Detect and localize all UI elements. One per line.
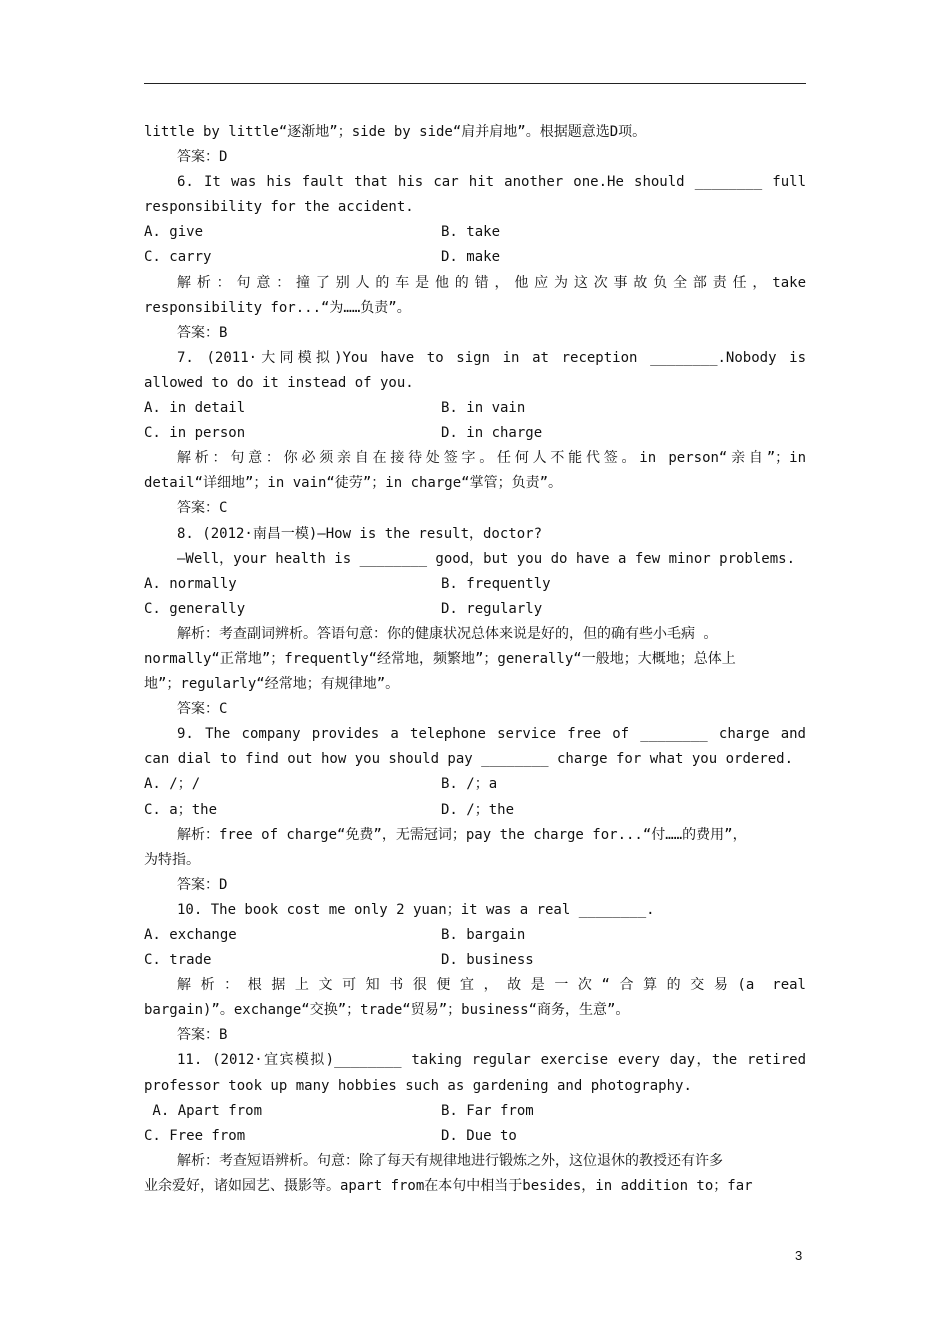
options-row [144,597,806,622]
option-right: B. take [441,224,501,241]
text-line: 解析：句意：你必须亲自在接待处签字。任何人不能代签。in person“亲自”；in [177,450,806,467]
options-row [144,923,806,948]
option-right: D. make [441,249,501,266]
option-left: C. a；the [144,801,218,818]
option-left: A. give [144,224,204,241]
option-right: D. regularly [441,600,543,617]
text-line: 解析：句意：撞了别人的车是他的错，他应为这次事故负全部责任，take [177,274,806,291]
option-left: C. Free from [144,1127,246,1144]
option-right: D. in charge [441,425,543,442]
text-line: 8. (2012·南昌一模)—How is the result，doctor? [177,525,543,542]
text-line: bargain)”。exchange“交换”；trade“贸易”；business“商务，生意”。 [144,1002,630,1019]
option-left: A. in detail [144,400,246,417]
option-right: B. /；a [441,776,498,793]
text-line: little by little“逐渐地”；side by side“肩并肩地”。根据题意选D项。 [144,124,647,140]
header-rule [144,83,806,84]
text-line: 为特指。 [144,851,200,868]
text-line: responsibility for...“为……负责”。 [144,299,411,316]
text-line: detail“详细地”；in vain“徒劳”；in charge“掌管；负责”。 [144,475,563,492]
text-line: 答案：D [177,149,228,166]
text-line: —Well，your health is ________ good，but you do have a few minor problems. [177,550,796,567]
text-line: 解析：考查副词辨析。答语句意：你的健康状况总体来说是好的，但的确有些小毛病 。 [177,625,718,642]
option-left: A. normally [144,575,237,592]
text-line: 解析：free of charge“免费”，无需冠词；pay the charge for...“付……的费用”， [177,826,747,843]
text-line: normally“正常地”；frequently“经常地，频繁地”；generally“一般地；大概地；总体上 [144,650,736,667]
option-right: B. Far from [441,1102,534,1119]
text-line: 答案：D [177,876,228,893]
option-right: D. Due to [441,1127,517,1144]
option-left: A. Apart from [144,1102,263,1119]
option-left: A. exchange [144,927,237,943]
text-line: 9. The company provides a telephone service free of ________ charge and [177,726,806,743]
options-row [144,396,806,421]
text-line: allowed to do it instead of you. [144,374,414,391]
options-row [144,245,806,270]
option-left: C. carry [144,249,212,266]
option-right: D. business [441,952,534,969]
text-line: 6. It was his fault that his car hit another one.He should ________ full [177,174,806,191]
options-row [144,421,806,446]
options-row [144,1099,806,1124]
options-row [144,220,806,245]
text-line: 11. (2012·宜宾模拟)________ taking regular exercise every day，the retired [177,1052,806,1069]
option-right: B. frequently [441,575,551,592]
options-row [144,798,806,823]
option-left: A. /；/ [144,776,201,793]
text-line: 10. The book cost me only 2 yuan；it was a real ________. [177,901,655,918]
text-line: 答案：B [177,1027,228,1044]
text-line: 答案：C [177,500,228,517]
page-content [144,120,806,1199]
text-line: 解析：根据上文可知书很便宜，故是一次“合算的交易(a real [177,977,806,994]
text-line: professor took up many hobbies such as gardening and photography. [144,1077,692,1094]
option-right: B. bargain [441,927,526,943]
options-row [144,772,806,797]
text-line: 地”；regularly“经常地；有规律地”。 [144,676,400,693]
option-right: B. in vain [441,400,526,417]
text-line: 业余爱好，诸如园艺、摄影等。apart from在本句中相当于besides，in addition to；far [144,1177,753,1194]
page-number: 3 [795,1248,803,1263]
options-row [144,572,806,597]
text-line: 答案：B [177,324,228,341]
text-line: can dial to find out how you should pay ________ charge for what you ordered. [144,751,794,768]
option-left: C. generally [144,600,246,617]
option-left: C. trade [144,952,212,969]
options-row [144,1124,806,1149]
text-line: 答案：C [177,701,228,718]
text-line: 解析：考查短语辨析。句意：除了每天有规律地进行锻炼之外，这位退休的教授还有许多 [177,1152,723,1169]
option-left: C. in person [144,425,246,442]
options-row [144,948,806,973]
text-line: responsibility for the accident. [144,199,414,216]
option-right: D. /；the [441,801,515,818]
text-line: 7. (2011·大同模拟)You have to sign in at reception ________.Nobody is [177,349,806,366]
